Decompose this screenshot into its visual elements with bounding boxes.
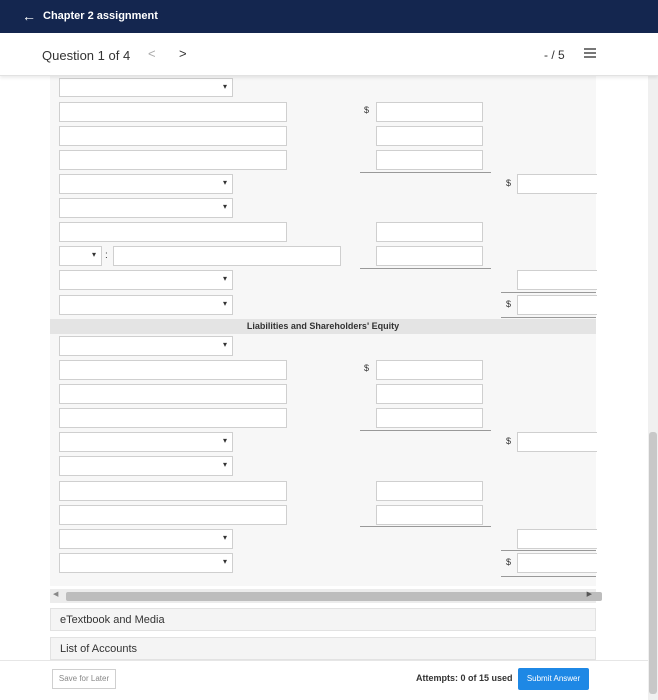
top-header: [0, 0, 658, 33]
prev-question-button[interactable]: <: [148, 46, 156, 61]
account-select[interactable]: [59, 174, 233, 194]
scroll-right-icon[interactable]: ▶: [586, 591, 592, 598]
double-underline: [501, 576, 596, 577]
subtotal-line: [360, 172, 491, 173]
currency-label: $: [364, 363, 370, 373]
subtotal-line: [501, 550, 596, 551]
attempts-counter: Attempts: 0 of 15 used: [416, 673, 513, 683]
account-name-input[interactable]: [59, 150, 287, 170]
submit-answer-button[interactable]: Submit Answer: [518, 668, 589, 690]
amount-input[interactable]: [376, 360, 483, 380]
amount-input[interactable]: [376, 222, 483, 242]
amount-input[interactable]: [376, 408, 483, 428]
account-name-input[interactable]: [59, 408, 287, 428]
currency-label: $: [506, 299, 512, 309]
question-score: - / 5: [544, 48, 565, 62]
colon-label: :: [105, 250, 108, 261]
currency-label: $: [506, 178, 512, 188]
total-amount-input[interactable]: [517, 174, 597, 194]
amount-input[interactable]: [376, 102, 483, 122]
question-label: Question 1 of 4: [42, 48, 131, 63]
total-amount-input[interactable]: [517, 270, 597, 290]
account-name-input[interactable]: [59, 505, 287, 525]
vertical-scrollbar-thumb[interactable]: [649, 432, 657, 694]
account-name-input[interactable]: [59, 384, 287, 404]
scroll-left-icon[interactable]: ◀: [53, 591, 59, 598]
amount-input[interactable]: [376, 384, 483, 404]
currency-label: $: [506, 436, 512, 446]
account-name-input[interactable]: [59, 360, 287, 380]
total-amount-input[interactable]: [517, 529, 597, 549]
account-name-input[interactable]: [59, 222, 287, 242]
section-heading-label: Liabilities and Shareholders' Equity: [246, 321, 400, 331]
horizontal-scrollbar[interactable]: [50, 589, 596, 603]
account-select[interactable]: [59, 456, 233, 476]
vertical-scrollbar[interactable]: [648, 76, 658, 700]
amount-input[interactable]: [376, 481, 483, 501]
account-select[interactable]: [59, 553, 233, 573]
account-select[interactable]: [59, 78, 233, 97]
etextbook-panel[interactable]: [50, 608, 596, 631]
account-name-input[interactable]: [59, 102, 287, 122]
account-name-input[interactable]: [59, 481, 287, 501]
amount-input[interactable]: [376, 150, 483, 170]
account-select[interactable]: [59, 529, 233, 549]
subtotal-line: [501, 292, 596, 293]
list-icon[interactable]: [584, 47, 596, 59]
grand-total-input[interactable]: [517, 295, 597, 315]
section-heading: [50, 319, 596, 334]
next-question-button[interactable]: >: [179, 46, 187, 61]
amount-input[interactable]: [376, 246, 483, 266]
account-select[interactable]: [59, 198, 233, 218]
scrollbar-thumb[interactable]: [66, 592, 602, 601]
account-select[interactable]: [59, 295, 233, 315]
question-bar: [0, 33, 658, 76]
accounts-panel[interactable]: [50, 637, 596, 660]
accounts-label: List of Accounts: [60, 643, 138, 655]
double-underline: [501, 317, 596, 318]
account-select[interactable]: [59, 270, 233, 290]
grand-total-input[interactable]: [517, 553, 597, 573]
amount-input[interactable]: [376, 505, 483, 525]
currency-label: $: [506, 557, 512, 567]
footer: [0, 660, 658, 700]
subtotal-line: [360, 268, 491, 269]
subtotal-line: [360, 526, 491, 527]
account-name-input[interactable]: [113, 246, 341, 266]
assignment-title: Chapter 2 assignment: [43, 10, 158, 22]
save-for-later-button[interactable]: Save for Later: [52, 669, 116, 689]
arrow-left-icon[interactable]: ←: [22, 8, 36, 24]
account-select[interactable]: [59, 336, 233, 356]
account-select[interactable]: [59, 246, 102, 266]
subtotal-line: [360, 430, 491, 431]
etextbook-label: eTextbook and Media: [60, 614, 165, 626]
account-select[interactable]: [59, 432, 233, 452]
account-name-input[interactable]: [59, 126, 287, 146]
total-amount-input[interactable]: [517, 432, 597, 452]
currency-label: $: [364, 105, 370, 115]
amount-input[interactable]: [376, 126, 483, 146]
